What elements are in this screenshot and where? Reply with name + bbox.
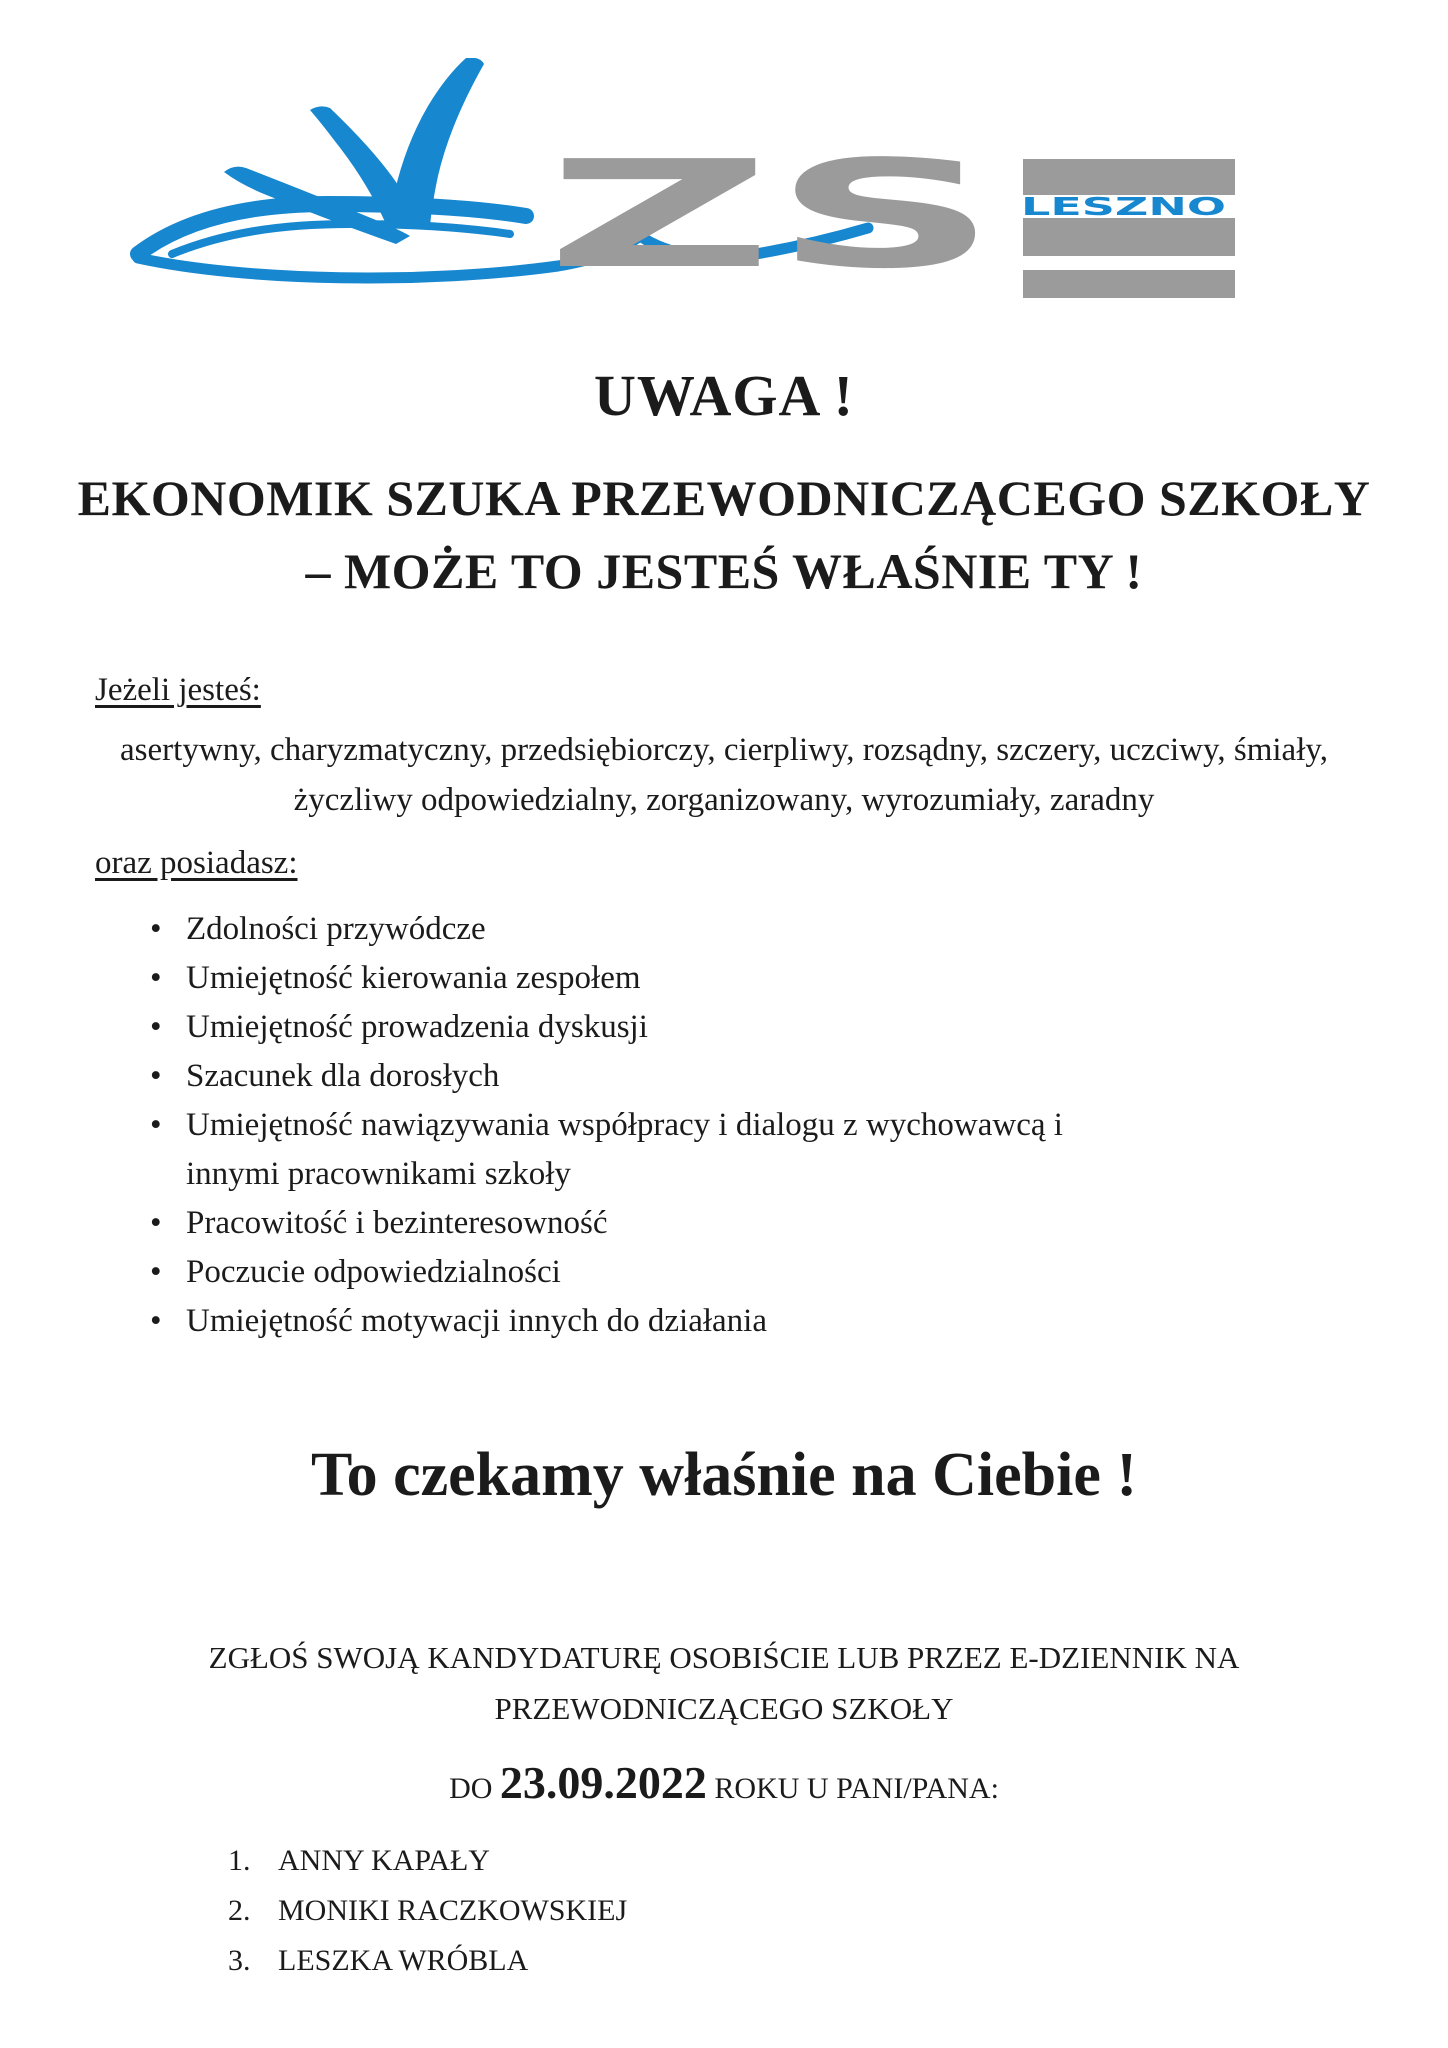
apply-instructions [74, 1632, 1374, 1734]
list-item [228, 1936, 627, 1986]
list-item: • Umiejętność nawiązywania współpracy i dialogu z wychowawcą i innymi pracownikami szkoły [148, 1101, 1126, 1199]
logo-letter-e [1023, 159, 1235, 298]
section-if-body: asertywny, charyzmatyczny, przedsiębiorczy, cierpliwy, rozsądny, szczery, uczciwy, śmiały, życzliwy odpowiedzialny, zorganizowany, wyrozumiały, zaradny [120, 732, 1328, 818]
list-item: • Zdolności przywódcze [148, 905, 1126, 954]
section-if-heading: Jeżeli jesteś: [95, 672, 261, 708]
deadline-suffix: ROKU U PANI/PANA: [706, 1772, 999, 1805]
logo-zse-letters: ZS [546, 129, 998, 301]
page-title: UWAGA ! [594, 363, 854, 428]
school-logo [128, 58, 1248, 308]
list-item: • Umiejętność motywacji innych do działania [148, 1297, 1126, 1346]
list-item [228, 1886, 627, 1936]
contact-name: MONIKI RACZKOWSKIEJ [278, 1894, 628, 1927]
contact-name: LESZKA WRÓBLA [278, 1944, 529, 1977]
logo-graphic [128, 58, 1248, 308]
list-item [228, 1836, 627, 1886]
book-pages-icon [224, 58, 484, 244]
closing-line: To czekamy właśnie na Ciebie ! [310, 1441, 1138, 1509]
apply-line-1: ZGŁOŚ SWOJĄ KANDYDATURĘ OSOBIŚCIE LUB PRZEZ E-DZIENNIK NA [208, 1640, 1240, 1675]
headline-line-2: – MOŻE TO JESTEŚ WŁAŚNIE TY ! [305, 542, 1143, 599]
headline-line-1: EKONOMIK SZUKA PRZEWODNICZĄCEGO SZKOŁY [77, 470, 1371, 526]
contact-number: 2. [228, 1894, 251, 1927]
contact-number: 3. [228, 1944, 251, 1977]
deadline-date: 23.09.2022 [499, 1757, 707, 1808]
contacts-list [228, 1836, 627, 1986]
list-item: • Poczucie odpowiedzialności [148, 1248, 1126, 1297]
section-have-heading: oraz posiadasz: [95, 845, 298, 881]
list-item: • Szacunek dla dorosłych [148, 1052, 1126, 1101]
contact-number: 1. [228, 1844, 251, 1877]
apply-line-2: PRZEWODNICZĄCEGO SZKOŁY [494, 1691, 954, 1727]
qualities-list [148, 905, 1308, 1346]
logo-city-text: LESZNO [1021, 192, 1226, 221]
deadline-prefix: DO [449, 1772, 500, 1805]
contact-name: ANNY KAPAŁY [278, 1844, 490, 1877]
list-item: • Pracowitość i bezinteresowność [148, 1199, 1126, 1248]
list-item: • Umiejętność kierowania zespołem [148, 954, 1126, 1003]
headline [0, 462, 1448, 607]
list-item: • Umiejętność prowadzenia dyskusji [148, 1003, 1126, 1052]
deadline-line [0, 1756, 1448, 1809]
